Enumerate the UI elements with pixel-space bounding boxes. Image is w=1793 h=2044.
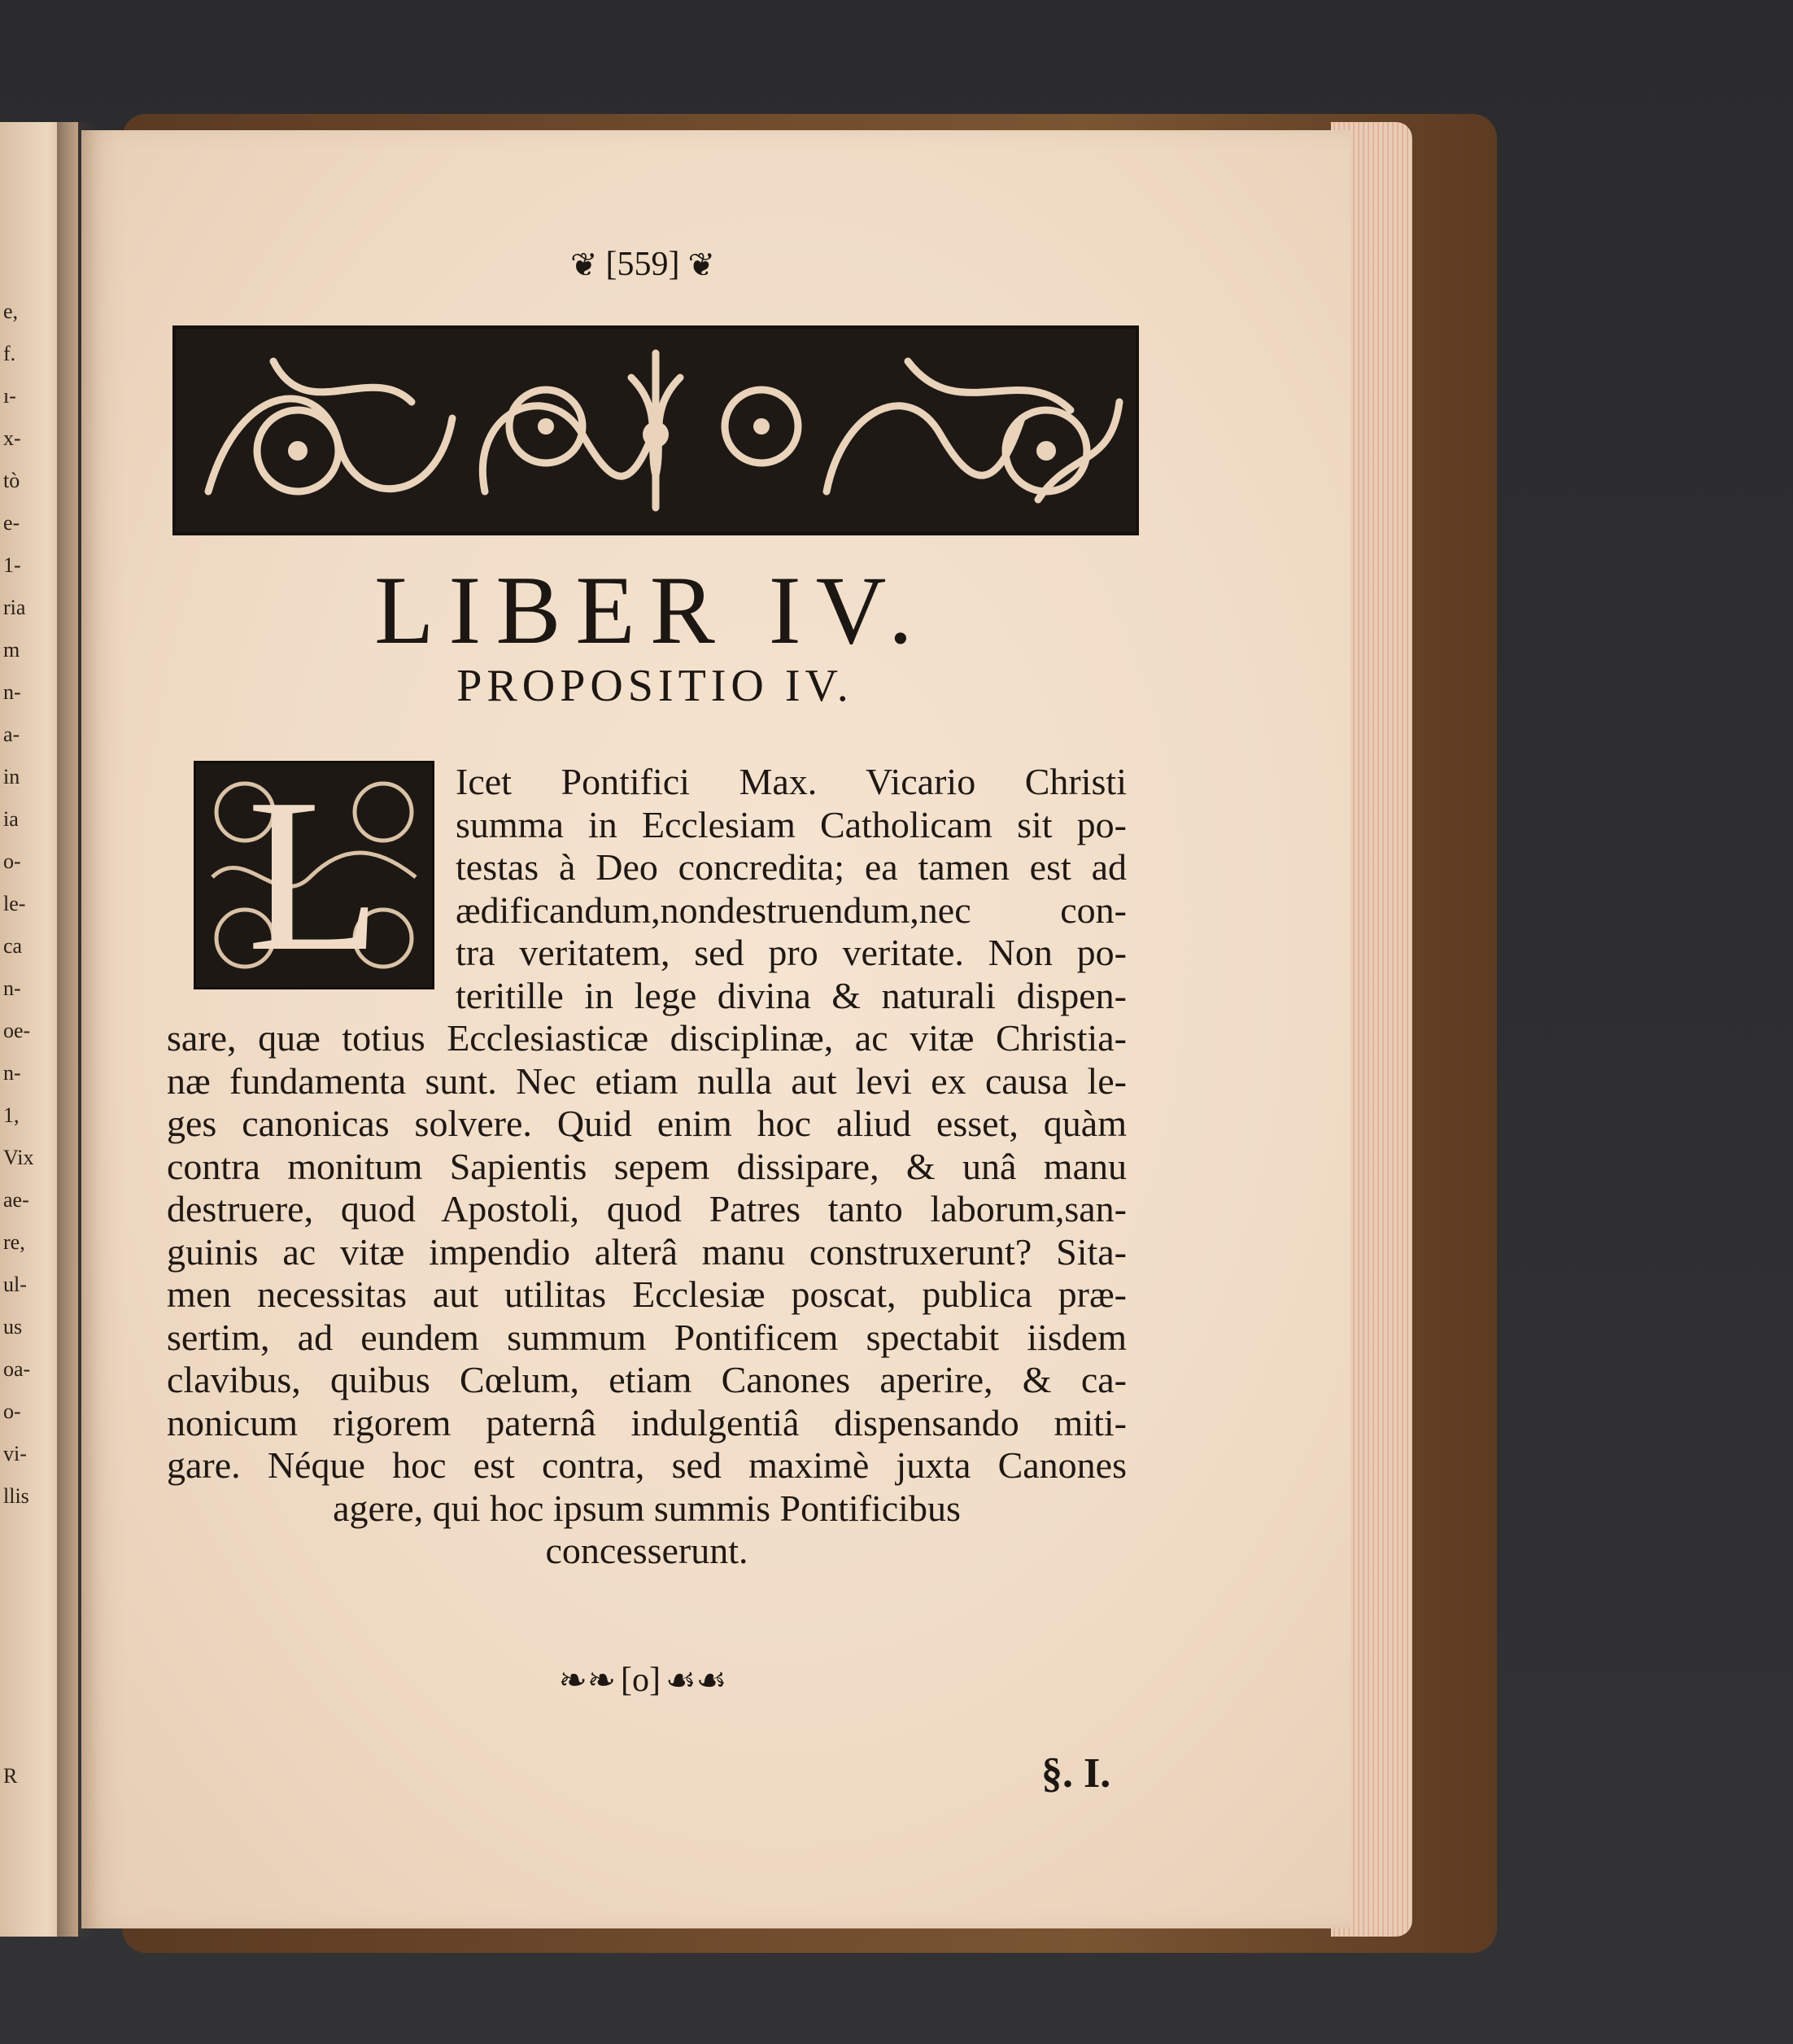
text-line: sare, quæ totius Ecclesiasticæ disciplinæ, ac vitæ Christia- (167, 1017, 1127, 1059)
left-page-fragment: tò (3, 469, 20, 492)
fleuron-left-icon: ❦ (569, 246, 598, 283)
text-line: Icet Pontifici Max. Vicario Christi (456, 761, 1127, 802)
text-line: contra monitum Sapientis sepem dissipare, & unâ manu (167, 1145, 1127, 1187)
text-line: tra veritatem, sed pro veritate. Non po- (456, 932, 1127, 973)
headpiece-ornament-icon (176, 329, 1136, 532)
left-page-fragment: 1, (3, 1103, 20, 1127)
left-page-fragment: m (3, 638, 20, 662)
left-page-fragment: ria (3, 596, 26, 619)
left-page-fragment: re, (3, 1230, 25, 1254)
text-line: summa in Ecclesiam Catholicam sit po- (456, 803, 1127, 845)
left-page-fragment: in (3, 765, 20, 788)
text-line: ges canonicas solvere. Quid enim hoc aliud esset, quàm (167, 1103, 1127, 1144)
tailpiece-right-icon: ☙☙ (665, 1662, 727, 1700)
proposition-heading: PROPOSITIO IV. (456, 661, 853, 711)
text-line: teritille in lege divina & naturali dispen- (456, 974, 1127, 1016)
left-page-fragment: Vix (3, 1146, 34, 1169)
left-page-fragment: e- (3, 511, 20, 535)
fleuron-right-icon: ❦ (687, 246, 715, 283)
left-page-fragment: R (3, 1764, 18, 1788)
left-page-fragment: us (3, 1315, 23, 1339)
text-line: nonicum rigorem paternâ indulgentiâ dispensando miti- (167, 1401, 1127, 1443)
left-page-fragment: ı- (3, 384, 16, 408)
left-page-fragment: ca (3, 934, 23, 958)
left-page-fragment: e, (3, 299, 19, 323)
tailpiece-left-icon: ❧❧ (558, 1662, 617, 1700)
gutter-shadow (57, 122, 98, 1937)
left-page-fragment: n- (3, 1061, 21, 1085)
page-header (537, 244, 748, 285)
recto-page (81, 130, 1350, 1928)
left-page-fragment: ae- (3, 1188, 29, 1212)
left-page-fragment: vi- (3, 1442, 27, 1465)
left-page-fragment: n- (3, 976, 21, 1000)
left-page-fragment: ul- (3, 1273, 27, 1296)
tailpiece (521, 1660, 765, 1701)
text-line: guinis ac vitæ impendio alterâ manu construxerunt? Sita- (167, 1230, 1127, 1273)
text-line: concesserunt. (545, 1530, 748, 1571)
left-page-fragment: oa- (3, 1357, 31, 1381)
left-page-fragment: f. (3, 342, 16, 365)
left-page-fragment: x- (3, 426, 21, 450)
left-page-fragment: a- (3, 723, 20, 746)
initial-letter: L (246, 761, 382, 989)
left-page-fragment: le- (3, 892, 26, 915)
body-text (167, 761, 1127, 1573)
text-line: agere, qui hoc ipsum summis Pontificibus (333, 1487, 961, 1529)
text-line: ædificandum,nondestruendum,nec con- (456, 889, 1127, 931)
left-page-fragment: n- (3, 680, 21, 704)
page-number: [559] (605, 246, 680, 283)
text-line: destruere, quod Apostoli, quod Patres tanto laborum,san- (167, 1188, 1127, 1229)
book-title: LIBER IV. (374, 556, 927, 664)
catchword: §. I. (1041, 1750, 1111, 1797)
headpiece-ornament (172, 325, 1139, 535)
text-line: men necessitas aut utilitas Ecclesiæ poscat, publica præ- (167, 1273, 1127, 1315)
left-page-fragment: 1- (3, 553, 21, 577)
left-page-fragment: o- (3, 849, 21, 873)
left-page-fragment: oe- (3, 1019, 31, 1042)
left-page-fragment: llis (3, 1484, 29, 1508)
text-line: sertim, ad eundem summum Pontificem spectabit iisdem (167, 1316, 1127, 1358)
text-line: gare. Néque hoc est contra, sed maximè juxta Canones (167, 1444, 1127, 1486)
left-page-fragment: ia (3, 807, 19, 831)
text-line: clavibus, quibus Cœlum, etiam Canones aperire, & ca- (167, 1359, 1127, 1400)
left-page-fragment: o- (3, 1400, 21, 1423)
text-line: testas à Deo concredita; ea tamen est ad (456, 846, 1127, 888)
text-line: næ fundamenta sunt. Nec etiam nulla aut levi ex causa le- (167, 1059, 1127, 1102)
tailpiece-mark: [o] (621, 1662, 661, 1699)
